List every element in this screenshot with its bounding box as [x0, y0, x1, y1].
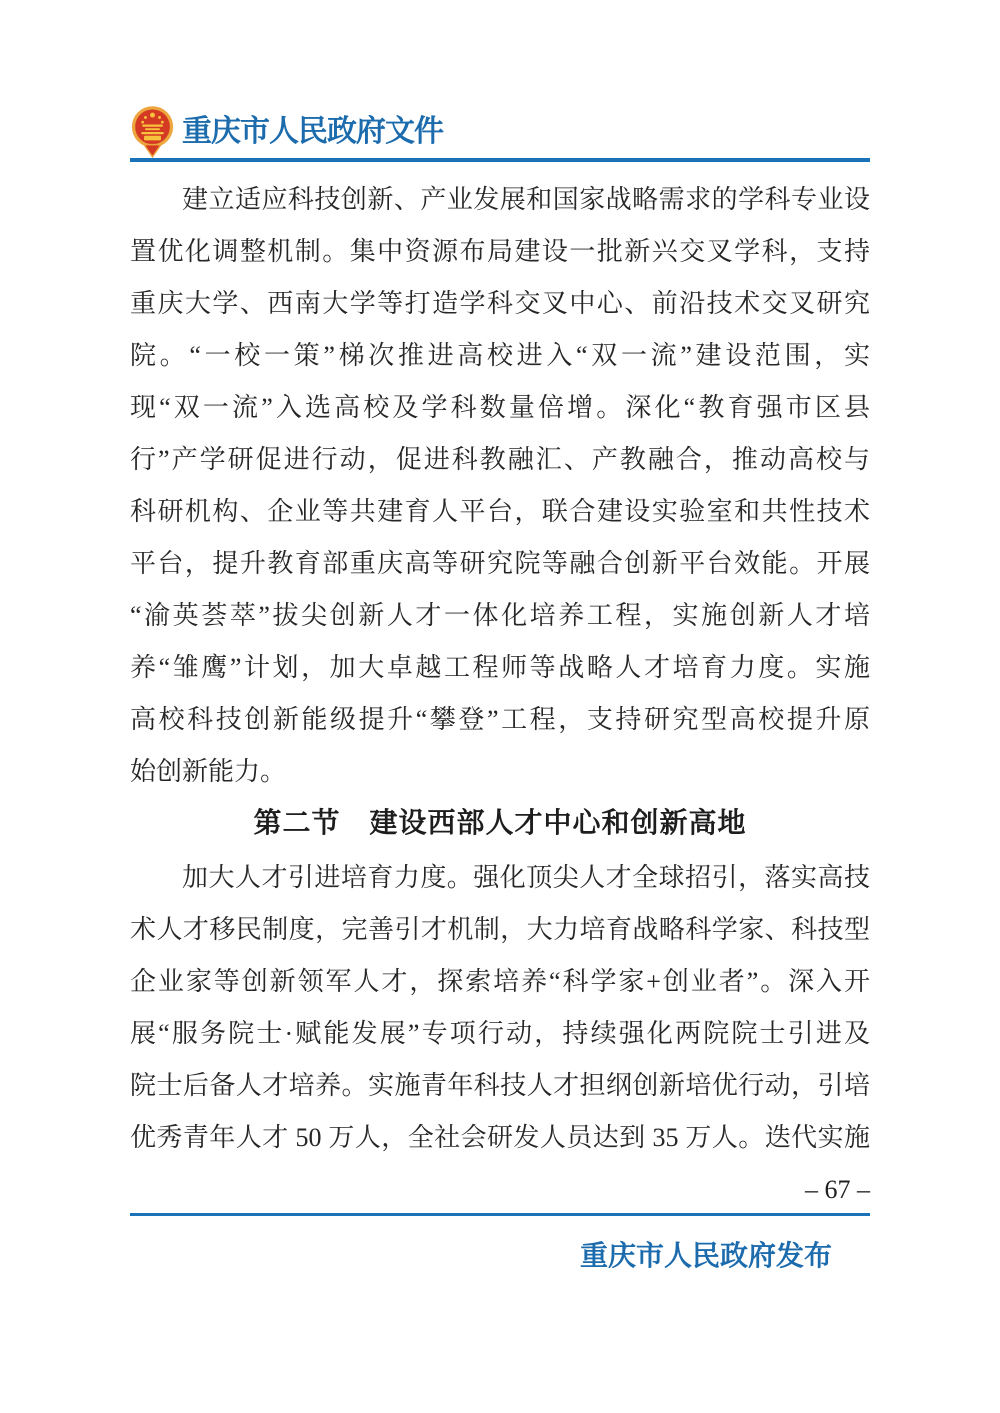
text-line: 优秀青年人才 50 万人，全社会研发人员达到 35 万人。迭代实施 [130, 1123, 870, 1152]
text-line: 重庆大学、西南大学等打造学科交叉中心、前沿技术交叉研究 [130, 289, 870, 318]
text-line: 现“双一流”入选高校及学科数量倍增。深化“教育强市区县 [130, 393, 870, 422]
text-line: 科研机构、企业等共建育人平台，联合建设实验室和共性技术 [130, 497, 870, 526]
text-line: 加大人才引进培育力度。强化顶尖人才全球招引，落实高技 [182, 863, 870, 892]
document-header-title: 重庆市人民政府文件 [182, 115, 443, 148]
text-line: 行”产学研促进行动，促进科教融汇、产教融合，推动高校与 [130, 445, 870, 474]
text-line: 展“服务院士·赋能发展”专项行动，持续强化两院院士引进及 [130, 1019, 870, 1048]
text-line: 术人才移民制度，完善引才机制，大力培育战略科学家、科技型 [130, 915, 870, 944]
text-line: 始创新能力。 [130, 757, 287, 786]
text-line: 企业家等创新领军人才，探索培养“科学家+创业者”。深入开 [130, 967, 870, 996]
paragraph-2 [130, 852, 870, 1164]
footer-publisher: 重庆市人民政府发布 [579, 1241, 832, 1272]
prc-national-emblem-icon [130, 103, 175, 160]
text-line: 院。“一校一策”梯次推进高校进入“双一流”建设范围，实 [130, 341, 870, 370]
text-line: “渝英荟萃”拔尖创新人才一体化培养工程，实施创新人才培 [130, 601, 870, 630]
document-body [130, 174, 870, 1208]
text-line: 置优化调整机制。集中资源布局建设一批新兴交叉学科，支持 [130, 237, 870, 266]
header-rule [130, 158, 870, 162]
text-line: 平台，提升教育部重庆高等研究院等融合创新平台效能。开展 [130, 549, 870, 578]
text-line: 高校科技创新能级提升“攀登”工程，支持研究型高校提升原 [130, 705, 870, 734]
page-number: – 67 – [805, 1175, 870, 1204]
paragraph-1 [130, 174, 870, 798]
document-header [130, 103, 870, 160]
section-heading: 第二节 建设西部人才中心和创新高地 [253, 808, 747, 839]
text-line: 养“雏鹰”计划，加大卓越工程师等战略人才培育力度。实施 [130, 653, 870, 682]
footer-rule [130, 1213, 870, 1216]
text-line: 建立适应科技创新、产业发展和国家战略需求的学科专业设 [182, 185, 870, 214]
text-line: 院士后备人才培养。实施青年科技人才担纲创新培优行动，引培 [130, 1071, 870, 1100]
